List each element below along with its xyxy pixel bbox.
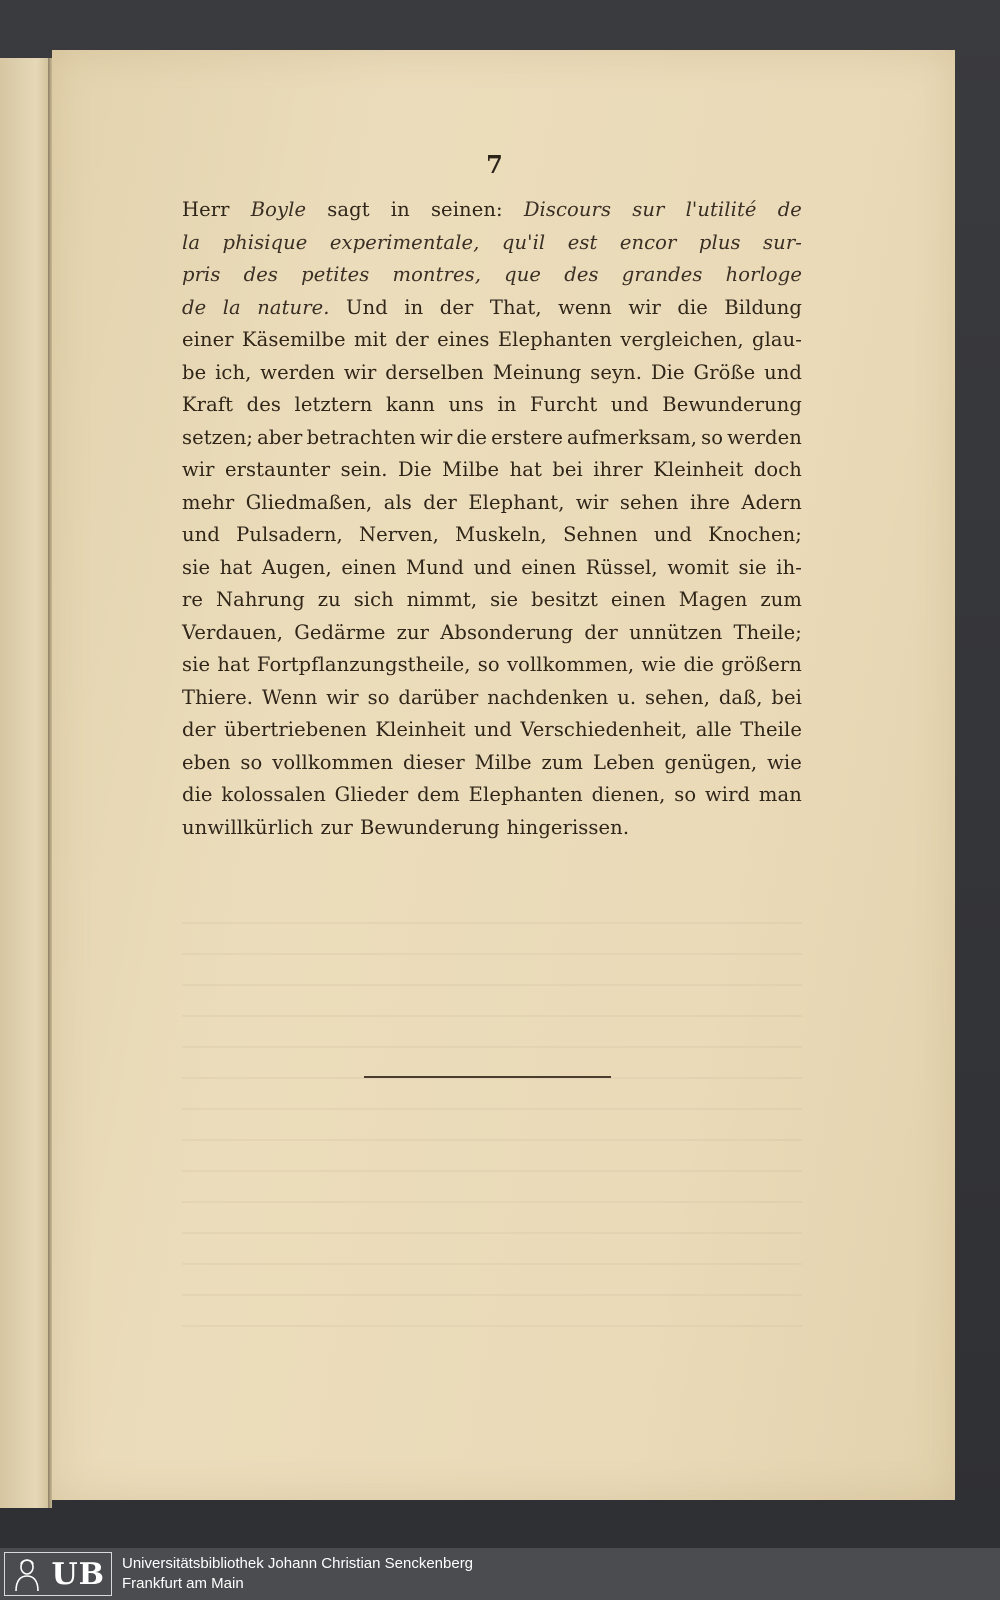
word: Sehnen [563, 523, 638, 546]
word: Verdauen, [182, 620, 284, 644]
word: Die [650, 360, 685, 384]
word: Fortpflanzungstheile, [256, 653, 471, 676]
word: sur [632, 198, 665, 221]
word: nature. [257, 295, 330, 319]
word: Kleinheit [375, 718, 466, 741]
word: Furcht [529, 393, 598, 416]
library-city: Frankfurt am Main [122, 1575, 244, 1592]
word: einen [610, 588, 666, 611]
word: sehen [619, 490, 679, 514]
word: wir [628, 295, 661, 319]
text-line [182, 361, 802, 394]
word: Augen, [261, 555, 332, 579]
word: dieser [403, 750, 465, 774]
word: Größe [693, 360, 756, 384]
word: nimmt, [406, 588, 478, 611]
word: Muskeln, [455, 523, 547, 546]
word: de [777, 198, 802, 221]
text-line [182, 231, 802, 264]
word: setzen; [182, 425, 254, 449]
word: Nahrung [215, 588, 305, 611]
word: qu'il [501, 230, 546, 254]
word: als [383, 490, 412, 514]
word: Theile; [733, 620, 802, 644]
word: hat [219, 555, 253, 579]
word: aufmerksam, [567, 425, 698, 449]
word: in [404, 295, 424, 319]
word: Verschiedenheit, [520, 718, 688, 741]
word: derselben [385, 360, 484, 384]
body-text [182, 198, 802, 848]
word: und [764, 360, 802, 384]
word: Nerven, [359, 523, 439, 546]
word: Adern [741, 490, 802, 514]
word: Milbe [474, 750, 532, 774]
text-line [182, 491, 802, 524]
word: alle [695, 718, 732, 741]
word: grandes [621, 263, 703, 286]
word: ich, [215, 360, 252, 384]
word: Pulsadern, [236, 523, 343, 546]
word: die [677, 295, 708, 319]
word: vergleichen, [620, 328, 744, 351]
page-number: 7 [486, 150, 503, 179]
word: la [182, 230, 201, 254]
word: übertriebenen [224, 718, 367, 741]
text-line [182, 296, 802, 329]
word: be [182, 360, 207, 384]
word: unnützen [629, 620, 723, 644]
word: besitzt [531, 588, 598, 611]
word: des [564, 263, 599, 286]
word: der [182, 718, 216, 741]
word: letztern [294, 393, 373, 416]
word: re [182, 588, 204, 611]
word: experimentale, [329, 230, 480, 254]
word: Gliedmaßen, [245, 490, 373, 514]
word: Meinung [492, 360, 582, 384]
word: mehr [182, 490, 235, 514]
word: kolossalen [221, 783, 326, 806]
word: Gedärme [294, 620, 386, 644]
word: sur- [763, 230, 802, 254]
word: l'utilité [685, 198, 757, 221]
word: pris [182, 263, 221, 286]
word: und [474, 718, 512, 741]
word: plus [698, 230, 741, 254]
word: bei [771, 685, 802, 709]
word: Elephant, [468, 490, 565, 514]
word: daß, [718, 685, 763, 709]
word: sie [182, 555, 211, 579]
word: u. [617, 685, 637, 709]
word: Kraft [182, 393, 234, 416]
word: Und [346, 295, 388, 319]
word: hingerissen. [506, 815, 630, 839]
word: wie [767, 750, 802, 774]
text-line [182, 523, 802, 556]
word: der [439, 295, 474, 319]
word: Käsemilbe [242, 328, 346, 351]
word: so [367, 685, 390, 709]
word: ihre [689, 490, 731, 514]
text-line [182, 816, 802, 849]
library-name: Universitätsbibliothek Johann Christian Senckenberg [122, 1555, 474, 1572]
word: la [222, 295, 241, 319]
word: zum [541, 750, 584, 774]
word: Leben [593, 750, 655, 774]
text-line [182, 783, 802, 816]
word: encor [619, 230, 677, 254]
word: Bewunderung [359, 815, 500, 839]
word: Knochen; [708, 523, 802, 546]
text-line [182, 718, 802, 751]
word: aber [257, 425, 303, 449]
word: ih- [776, 555, 802, 579]
word: die [182, 783, 213, 806]
word: und [473, 555, 512, 579]
word: Theile [740, 718, 802, 741]
word: phisique [222, 230, 308, 254]
word: Discours [523, 198, 612, 221]
word: kann [385, 393, 435, 416]
word: Die [398, 458, 432, 481]
word: horloge [725, 263, 802, 286]
word: der [423, 490, 457, 514]
word: die [683, 653, 715, 676]
word: Wenn [261, 685, 318, 709]
word: Boyle [250, 198, 307, 221]
word: in [390, 198, 410, 221]
word: hat [509, 458, 542, 481]
word: ihrer [593, 458, 643, 481]
word: erstere [491, 425, 563, 449]
footer-caption [122, 1554, 473, 1594]
word: die [456, 425, 488, 449]
text-line [182, 556, 802, 589]
text-line [182, 198, 802, 231]
word: Glieder [334, 783, 409, 806]
word: Bildung [724, 295, 802, 319]
word: glau- [752, 328, 802, 351]
word: werden [727, 425, 802, 449]
text-line [182, 328, 802, 361]
word: seinen: [430, 198, 503, 221]
text-line [182, 751, 802, 784]
word: vollkommen, [507, 653, 635, 676]
word: wir [419, 425, 453, 449]
word: so [240, 750, 263, 774]
word: zu [317, 588, 341, 611]
word: mit [353, 328, 387, 351]
word: der [395, 328, 429, 351]
word: sie [182, 653, 211, 676]
text-line [182, 588, 802, 621]
word: eines [437, 328, 490, 351]
word: einen [341, 555, 397, 579]
word: und [654, 523, 692, 546]
word: bei [552, 458, 583, 481]
word: dienen, [591, 783, 666, 806]
word: hat [217, 653, 250, 676]
text-line [182, 686, 802, 719]
book-page [52, 50, 955, 1500]
word: sich [353, 588, 394, 611]
word: seyn. [590, 360, 643, 384]
word: zur [320, 815, 353, 839]
text-line [182, 458, 802, 491]
word: uns [448, 393, 484, 416]
word: Elephanten [468, 783, 583, 806]
word: unwillkürlich [182, 815, 314, 839]
word: des [243, 263, 278, 286]
word: nachdenken [487, 685, 609, 709]
word: est [567, 230, 598, 254]
word: vollkommen [272, 750, 394, 774]
section-divider [364, 1076, 611, 1078]
text-line [182, 621, 802, 654]
word: und [182, 523, 220, 546]
word: petites [301, 263, 370, 286]
word: Milbe [442, 458, 500, 481]
text-line [182, 653, 802, 686]
word: montres, [392, 263, 481, 286]
word: Absonderung [440, 620, 574, 644]
word: darüber [398, 685, 479, 709]
word: wird [704, 783, 751, 806]
text-line [182, 426, 802, 459]
word: Bewunderung [662, 393, 802, 416]
word: que [504, 263, 542, 286]
word: einen [521, 555, 577, 579]
word: That, [489, 295, 542, 319]
word: zur [396, 620, 430, 644]
word: Magen [678, 588, 748, 611]
word: Thiere. [182, 685, 254, 709]
word: in [497, 393, 517, 416]
word: wir [343, 360, 377, 384]
senckenberg-portrait-icon [5, 1553, 49, 1595]
word: man [758, 783, 802, 806]
word: genügen, [664, 750, 758, 774]
word: einer [182, 328, 234, 351]
word: wir [182, 458, 215, 481]
word: Herr [182, 198, 230, 221]
word: sehen, [645, 685, 711, 709]
word: betrachten [306, 425, 416, 449]
text-line [182, 263, 802, 296]
word: wie [641, 653, 677, 676]
word: eben [182, 750, 231, 774]
word: sagt [327, 198, 370, 221]
text-line [182, 393, 802, 426]
logo-text: UB [51, 1556, 105, 1592]
word: doch [753, 458, 802, 481]
word: dem [417, 783, 460, 806]
word: wenn [558, 295, 612, 319]
word: so [674, 783, 697, 806]
word: erstaunter [224, 458, 331, 481]
facing-page-edge [0, 58, 52, 1508]
word: womit [667, 555, 729, 579]
word: Elephanten [497, 328, 613, 351]
word: des [246, 393, 281, 416]
word: Kleinheit [653, 458, 744, 481]
word: so [701, 425, 724, 449]
word: und [610, 393, 649, 416]
word: sie [738, 555, 767, 579]
library-logo[interactable] [4, 1552, 112, 1596]
word: zum [760, 588, 802, 611]
word: größern [721, 653, 802, 676]
word: der [584, 620, 618, 644]
library-footer [0, 1548, 1000, 1600]
word: Mund [406, 555, 464, 579]
word: de [182, 295, 207, 319]
show-through-text [182, 910, 802, 1340]
word: Rüssel, [585, 555, 658, 579]
word: sein. [340, 458, 388, 481]
word: werden [260, 360, 336, 384]
word: so [477, 653, 500, 676]
word: wir [575, 490, 609, 514]
word: sie [490, 588, 519, 611]
word: wir [326, 685, 359, 709]
